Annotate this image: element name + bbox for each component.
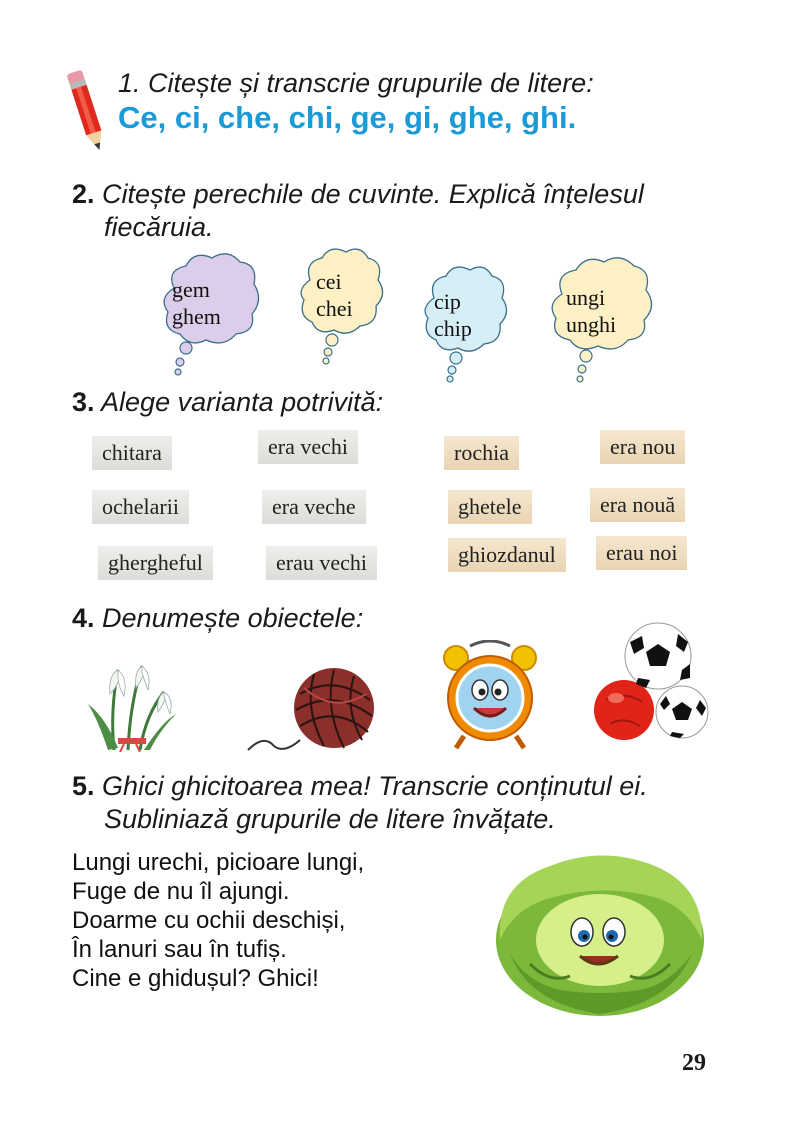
cloud-word-2: chip bbox=[434, 316, 472, 341]
exercise-3-number: 3. bbox=[72, 387, 95, 417]
thought-cloud-cei-chei bbox=[296, 244, 386, 366]
exercise-4-number: 4. bbox=[72, 603, 95, 633]
cloud-word-1: gem bbox=[172, 277, 210, 302]
cloud-word-2: unghi bbox=[566, 312, 617, 337]
cloud-word-2: chei bbox=[316, 296, 353, 321]
riddle-line: Lungi urechi, picioare lungi, bbox=[72, 849, 365, 876]
thought-cloud-ungi-unghi bbox=[546, 252, 658, 386]
word-card: erau vechi bbox=[266, 546, 377, 580]
word-card: ghiozdanul bbox=[448, 538, 566, 572]
word-card: rochia bbox=[444, 436, 519, 470]
word-card: chitara bbox=[92, 436, 172, 470]
exercise-1-instruction: 1. Citește și transcrie grupurile de litere: bbox=[118, 68, 594, 98]
alarm-clock-image bbox=[430, 640, 550, 752]
exercise-4-instruction bbox=[72, 602, 363, 635]
exercise-5-number: 5. bbox=[72, 771, 95, 801]
word-card: era vechi bbox=[258, 430, 358, 464]
exercise-5-instruction bbox=[72, 770, 648, 836]
exercise-5-instruction-line2: Subliniază grupurile de litere învățate. bbox=[104, 804, 556, 834]
exercise-3-instruction bbox=[72, 386, 383, 419]
exercise-2-instruction-line2: fiecăruia. bbox=[104, 212, 214, 242]
word-card: ghergheful bbox=[98, 546, 213, 580]
word-card: ghetele bbox=[448, 490, 532, 524]
word-card: erau noi bbox=[596, 536, 687, 570]
yarn-ball-image bbox=[244, 664, 384, 756]
word-card: era veche bbox=[262, 490, 366, 524]
word-card: era nouă bbox=[590, 488, 685, 522]
cloud-word-2: ghem bbox=[172, 304, 221, 329]
pencil-icon bbox=[62, 66, 112, 158]
word-card: era nou bbox=[600, 430, 685, 464]
cloud-word-1: cei bbox=[316, 269, 342, 294]
exercise-2-number: 2. bbox=[72, 179, 95, 209]
page-number: 29 bbox=[682, 1050, 706, 1076]
exercise-3-instruction-text: Alege varianta potrivită: bbox=[101, 387, 384, 417]
cabbage-image bbox=[490, 844, 712, 1022]
word-card: ochelarii bbox=[92, 490, 189, 524]
cloud-word-1: ungi bbox=[566, 285, 606, 310]
riddle-line: Fuge de nu îl ajungi. bbox=[72, 878, 290, 905]
riddle-line: Doarme cu ochii deschiși, bbox=[72, 907, 346, 934]
exercise-2-instruction bbox=[72, 178, 644, 244]
exercise-4-instruction-text: Denumește obiectele: bbox=[102, 603, 364, 633]
riddle-line: Cine e ghidușul? Ghici! bbox=[72, 965, 319, 992]
riddle-text bbox=[72, 848, 364, 993]
exercise-1-letter-groups: Ce, ci, che, chi, ge, gi, ghe, ghi. bbox=[118, 100, 577, 135]
thought-cloud-cip-chip bbox=[420, 262, 510, 384]
cloud-word-1: cip bbox=[434, 289, 461, 314]
exercise-5-instruction-line1: Ghici ghicitoarea mea! Transcrie conținutul ei. bbox=[102, 771, 648, 801]
snowdrops-image bbox=[84, 640, 180, 752]
exercise-2-instruction-line1: Citește perechile de cuvinte. Explică înțelesul bbox=[102, 179, 644, 209]
riddle-line: În lanuri sau în tufiș. bbox=[72, 936, 287, 963]
thought-cloud-gem-ghem bbox=[156, 248, 264, 378]
balls-image bbox=[592, 620, 710, 742]
